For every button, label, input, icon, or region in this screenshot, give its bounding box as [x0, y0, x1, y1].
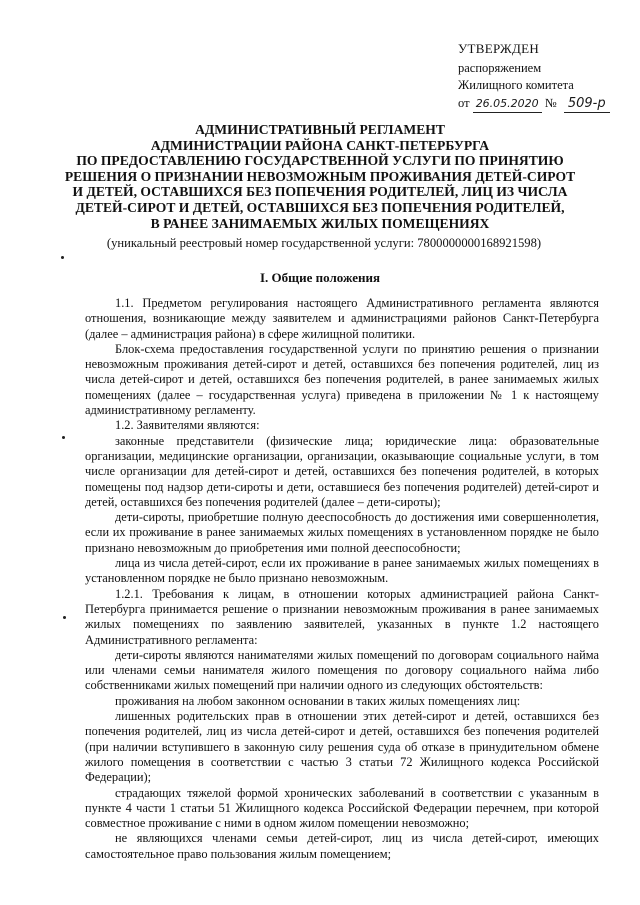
scan-speck	[63, 616, 66, 619]
paragraph: законные представители (физические лица; юридические лица: образовательные организации, медицинские организации, организации, оказывающие социальные услуги, в том числе организации для детей-сирот и детей, оставшихся без попечения родителей, в которых помещены под надзор дети-сироты и дети, оставшиеся без попечения родителей) детей-сирот и детей, оставшихся без попечения родителей (далее – дети-сироты);	[85, 433, 599, 509]
paragraph: лишенных родительских прав в отношении этих детей-сирот и детей, оставшихся без попечения родителей, лиц из числа детей-сирот и детей, оставшихся без попечения родителей (при наличии вступившего в законную силу решения суда об отказе в принудительном обмене жилого помещения в соответствии с частью 3 статьи 72 Жилищного кодекса Российской Федерации);	[85, 709, 599, 785]
title-line: АДМИНИСТРАЦИИ РАЙОНА САНКТ-ПЕТЕРБУРГА	[150, 137, 490, 153]
paragraph: не являющихся членами семьи детей-сирот, лиц из числа детей-сирот, имеющих самостоятельное право пользования жилым помещением;	[85, 831, 599, 861]
scan-speck	[62, 436, 65, 439]
title-line: ДЕТЕЙ-СИРОТ И ДЕТЕЙ, ОСТАВШИХСЯ БЕЗ ПОПЕЧЕНИЯ РОДИТЕЛЕЙ,	[75, 199, 565, 215]
paragraph: лица из числа детей-сирот, если их проживание в ранее занимаемых жилых помещениях в установленном порядке не было признано невозможным.	[85, 556, 599, 586]
document-title	[60, 122, 580, 231]
approval-date-line	[458, 95, 633, 113]
approval-heading: УТВЕРЖДЕН	[458, 41, 540, 56]
date-prefix: от	[458, 96, 470, 110]
paragraph: 1.2.1. Требования к лицам, в отношении которых администрацией района Санкт-Петербурга принимается решение о признании невозможным проживания в ранее занимаемых жилых помещениях по заявлению заявителей, указанных в пункте 1.2 настоящего Административного регламента:	[85, 586, 599, 647]
handwritten-date: 26.05.2020	[473, 95, 542, 113]
title-line: И ДЕТЕЙ, ОСТАВШИХСЯ БЕЗ ПОПЕЧЕНИЯ РОДИТЕЛЕЙ, ЛИЦ ИЗ ЧИСЛА	[72, 184, 568, 200]
title-line: ПО ПРЕДОСТАВЛЕНИЮ ГОСУДАРСТВЕННОЙ УСЛУГИ ПО ПРИНЯТИЮ	[76, 153, 564, 169]
paragraph: Блок-схема предоставления государственной услуги по принятию решения о признании невозможным проживания детей-сирот и детей, оставшихся без попечения родителей, лиц из числа детей-сирот и детей, оставшихся без попечения родителей, в ранее занимаемых жилых помещениях (далее – государственная услуга) приведена в приложении № 1 к настоящему административному регламенту.	[85, 341, 599, 418]
approval-line-order: распоряжением	[458, 61, 542, 75]
approval-line-committee: Жилищного комитета	[458, 78, 574, 92]
paragraph: дети-сироты являются нанимателями жилых помещений по договорам социального найма или членами семьи нанимателя жилого помещения по договору социального найма либо собственниками жилых помещений при наличии одного из следующих обстоятельств:	[85, 647, 599, 693]
number-label: №	[544, 96, 557, 110]
registry-number: (уникальный реестровый номер государственной услуги: 7800000000168921598)	[106, 236, 542, 250]
title-line: АДМИНИСТРАТИВНЫЙ РЕГЛАМЕНТ	[195, 122, 445, 137]
paragraph: страдающих тяжелой формой хронических заболеваний в соответствии с указанным в пункте 4 части 1 статьи 51 Жилищного кодекса Российской Федерации перечнем, при которой совместное проживание с ними в одном жилом помещении невозможно;	[85, 785, 599, 831]
scan-speck	[61, 256, 64, 259]
approval-block	[458, 40, 633, 113]
paragraph: 1.2. Заявителями являются:	[115, 418, 260, 433]
title-line: РЕШЕНИЯ О ПРИЗНАНИИ НЕВОЗМОЖНЫМ ПРОЖИВАНИЯ ДЕТЕЙ-СИРОТ	[64, 168, 576, 184]
document-body	[85, 296, 599, 862]
paragraph: дети-сироты, приобретшие полную дееспособность до достижения ими совершеннолетия, если их проживание в ранее занимаемых жилых помещениях в установленном порядке не было признано невозможным до приобретения ими полной дееспособности;	[85, 510, 599, 555]
paragraph: 1.1. Предметом регулирования настоящего Административного регламента являются отношения, возникающие между заявителем и администрациями районов Санкт-Петербурга (далее – администрация района) в сфере жилищной политики.	[85, 296, 599, 341]
section-title: I. Общие положения	[260, 270, 380, 285]
paragraph: проживания на любом законном основании в таких жилых помещениях лиц:	[115, 693, 521, 708]
handwritten-number: 509-р	[564, 95, 610, 113]
title-line: В РАНЕЕ ЗАНИМАЕМЫХ ЖИЛЫХ ПОМЕЩЕНИЯХ	[150, 215, 490, 231]
